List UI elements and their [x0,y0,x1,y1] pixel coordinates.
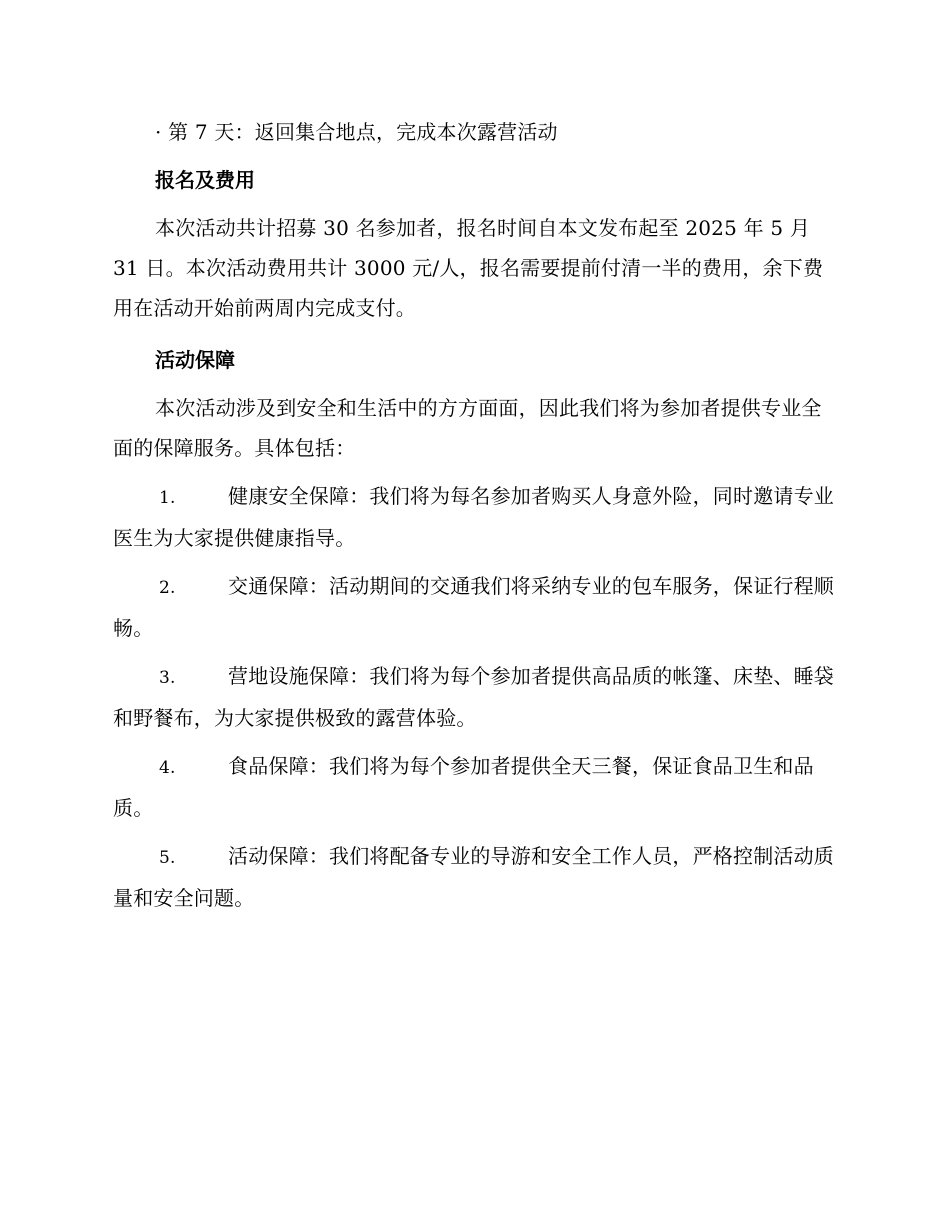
list-item-number: 3. [159,668,176,688]
list-item [113,476,836,558]
list-item-text: 交通保障：活动期间的交通我们将采纳专业的包车服务，保证行程顺畅。 [113,574,834,640]
activity-guarantee-paragraph: 本次活动涉及到安全和生活中的方方面面，因此我们将为参加者提供专业全面的保障服务。具体包括： [113,396,822,460]
list-item [113,836,836,918]
schedule-day-7-bullet: · 第 7 天：返回集合地点，完成本次露营活动 [155,120,558,144]
list-item [113,566,836,648]
registration-fee-heading: 报名及费用 [155,168,255,192]
list-item-text: 食品保障：我们将为每个参加者提供全天三餐，保证食品卫生和品质。 [113,754,814,820]
list-item-number: 4. [159,758,176,778]
activity-guarantee-heading: 活动保障 [155,348,235,372]
list-item-text: 活动保障：我们将配备专业的导游和安全工作人员，严格控制活动质量和安全问题。 [113,844,834,910]
list-item-number: 2. [159,578,176,598]
guarantee-list [113,476,836,918]
list-item-text: 健康安全保障：我们将为每名参加者购买人身意外险，同时邀请专业医生为大家提供健康指导。 [113,484,834,550]
registration-fee-paragraph: 本次活动共计招募 30 名参加者，报名时间自本文发布起至 2025 年 5 月 31 日。本次活动费用共计 3000 元/人，报名需要提前付清一半的费用，余下费用在活动开始前两周内完成支付。 [113,216,824,320]
list-item-number: 5. [159,848,176,868]
list-item [113,746,836,828]
list-item-number: 1. [159,488,176,508]
list-item-text: 营地设施保障：我们将为每个参加者提供高品质的帐篷、床垫、睡袋和野餐布，为大家提供极致的露营体验。 [113,664,834,730]
list-item [113,656,836,738]
